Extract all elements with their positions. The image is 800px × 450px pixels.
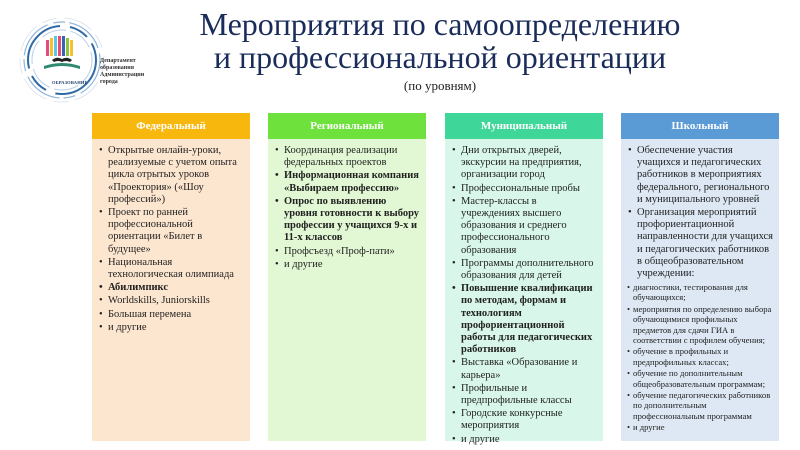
logo-caption: Департамент образования Администрации города [100,58,145,85]
list-item: • Выставка «Образование и карьера» [451,357,597,381]
list-item: • и другие [274,259,420,271]
page-title: Мероприятия по самоопределению и профессиональной ориентации [199,6,681,75]
federal-list [98,145,244,334]
list-item: • Городские конкурсные мероприятия [451,408,597,432]
column-body-municipal [445,139,603,445]
list-item: • Координация реализации федеральных проектов [274,145,420,169]
list-item: • Национальная технологическая олимпиада [98,257,244,281]
list-item: • Опрос по выявлению уровня готовности к выбору профессии у учащихся 9-х и 11-х классов [274,196,420,245]
list-item: • Профессиональные пробы [451,183,597,195]
list-item: • Открытые онлайн-уроки, реализуемые с учетом опыта цикла отрытых уроков «Проектория» («Шоу профессий») [98,145,244,206]
column-body-regional [268,139,426,441]
sub-list-item: • обучение педагогических работников по дополнительным профессиональным программам [627,390,773,421]
list-item: • Организация мероприятий профориентационной направленности для учащихся и педагогических работников в общеобразовательном учреждении: [627,207,773,280]
sub-list-item: • обучение по дополнительным общеобразовательным программам; [627,368,773,388]
list-item: • Обеспечение участия учащихся и педагогических работников в мероприятиях федерального, регионального и муниципального уровней [627,145,773,206]
column-regional [268,113,426,441]
column-school [621,113,779,441]
sub-list-item: • диагностики, тестирования для обучающихся; [627,282,773,302]
column-municipal [445,113,603,445]
list-item: • Дни открытых дверей, экскурсии на предприятия, организации город [451,145,597,182]
column-header-federal: Федеральный [92,113,250,139]
sub-list-item: • мероприятия по определению выбора обучающимися профильных предметов для сдачи ГИА в соответствии с профилем обучения; [627,304,773,345]
list-item: • Профильные и предпрофильные классы [451,383,597,407]
list-item: • Профсъезд «Проф-пати» [274,246,420,258]
list-item: • Мастер-классы в учреждениях высшего образования и среднего профессионального образования [451,196,597,257]
list-item: • Информационная компания «Выбираем профессию» [274,170,420,194]
regional-list [274,145,420,271]
column-federal [92,113,250,441]
school-sublist [627,282,773,432]
column-header-school: Школьный [621,113,779,139]
list-item: • и другие [451,434,597,446]
page-subtitle: (по уровням) [403,78,477,93]
column-header-municipal: Муниципальный [445,113,603,139]
column-body-school [621,139,779,441]
logo-brand-text: ОБРАЗОВАНИЕ [52,80,88,85]
list-item: • и другие [98,322,244,334]
department-logo [14,14,164,104]
list-item: • Worldskills, Juniorskills [98,295,244,307]
column-body-federal [92,139,250,441]
sub-list-item: • и другие [627,422,773,432]
column-header-regional: Региональный [268,113,426,139]
list-item: • Повышение квалификации по методам, формам и технологиям профориентационной работы для педагогических работников [451,283,597,356]
list-item: • Проект по ранней профессиональной ориентации «Билет в будущее» [98,207,244,256]
list-item: • Абилимпикс [98,282,244,294]
list-item: • Программы дополнительного образования для детей [451,258,597,282]
sub-list-item: • обучение в профильных и предпрофильных классах; [627,346,773,366]
list-item: • Большая перемена [98,309,244,321]
school-list [627,145,773,280]
municipal-list [451,145,597,446]
